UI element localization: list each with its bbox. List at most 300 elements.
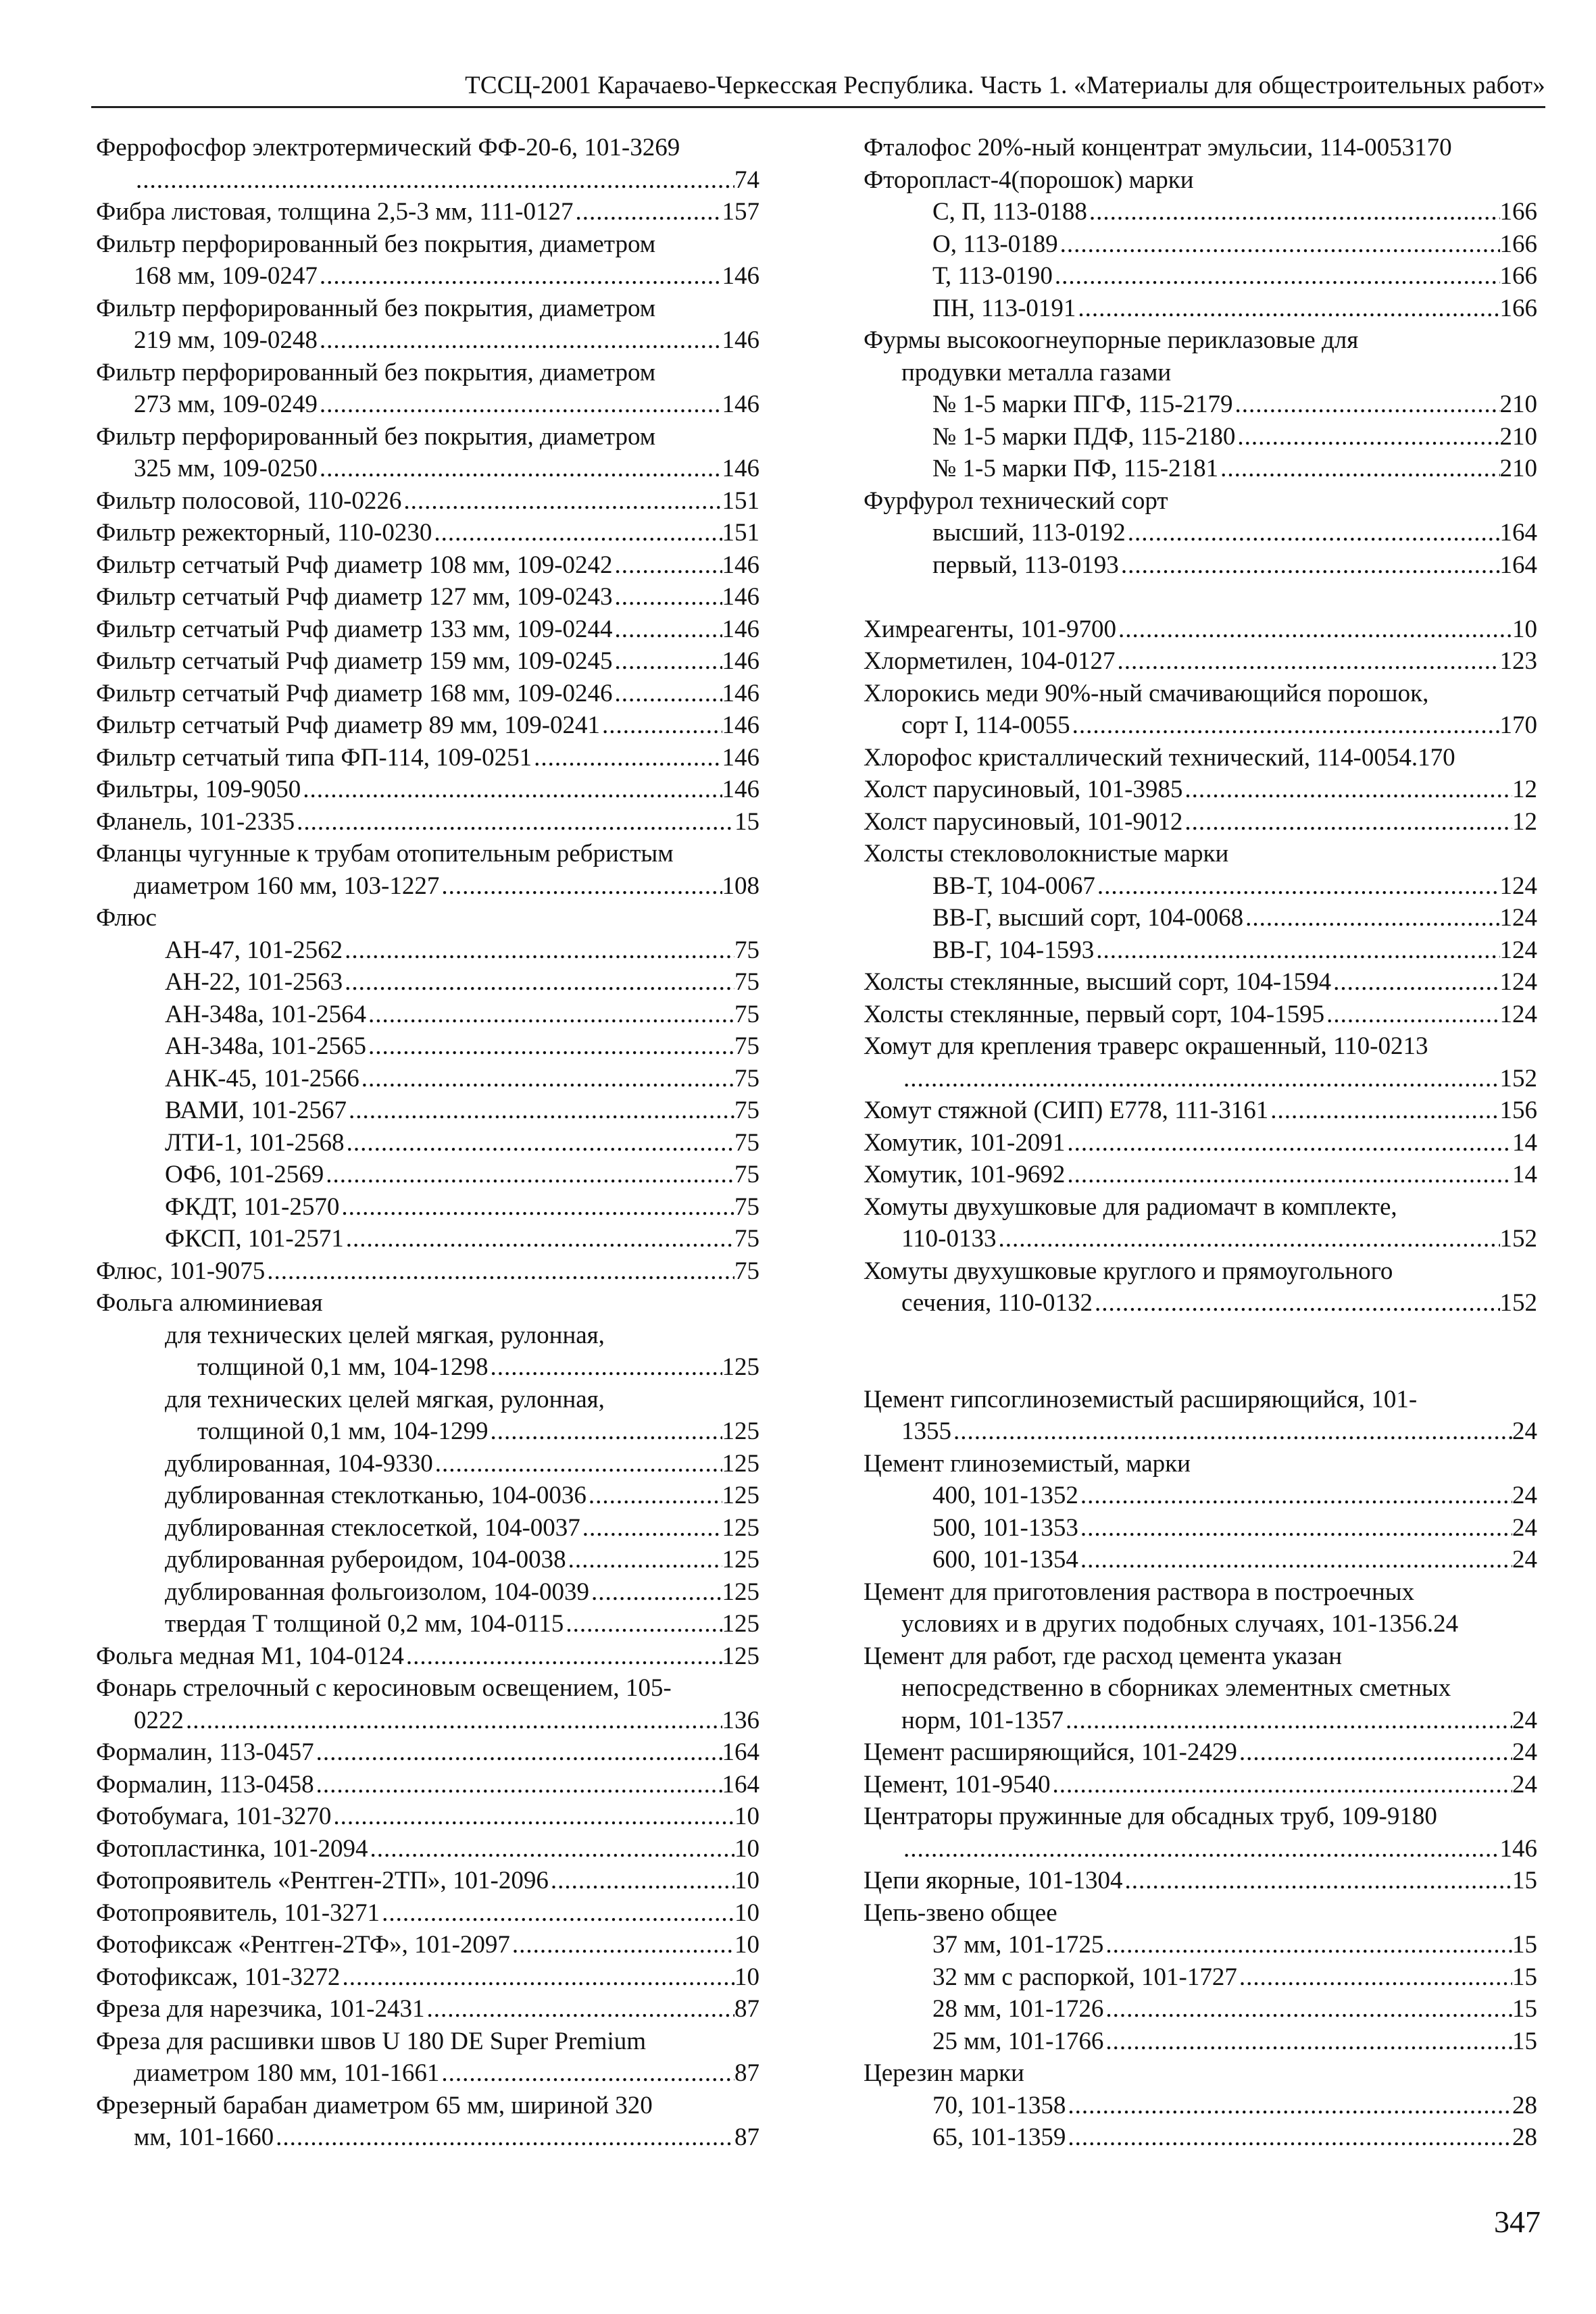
index-entry-text: Фильтр перфорированный без покрытия, диаметром [96,358,656,386]
index-entry-page: 125 [722,1449,759,1478]
index-entry-label: Фотопроявитель «Рентген-2ТП», 101-2096 [96,1867,549,1894]
index-entry-page: 164 [722,1738,759,1766]
page-number: 347 [1494,2205,1541,2239]
index-entry-label: Цемент расширяющийся, 101-2429 [864,1738,1237,1766]
dot-leader [1065,1159,1512,1191]
index-entry-page: 87 [734,1995,759,2023]
index-entry-page: 125 [722,1513,759,1542]
index-entry-page: 124 [1499,904,1537,932]
index-entry [96,1801,759,1833]
index-entry-label: ФКСП, 101-2571 [165,1225,344,1253]
dot-leader [1119,549,1500,582]
dot-leader [1070,709,1500,742]
index-entry-label: Фибра листовая, толщина 2,5-3 мм, 111-0127 [96,198,574,226]
index-entry-text: Фрезерный барабан диаметром 65 мм, шириной 320 [96,2091,653,2119]
dot-leader [1115,645,1499,678]
index-entry-label: 219 мм, 109-0248 [134,326,318,354]
index-entry-page: 170 [1499,711,1537,739]
index-entry [96,1191,759,1224]
dot-leader [1218,453,1499,485]
index-column-right [864,132,1537,2154]
index-entry-label: № 1-5 марки ПФ, 115-2181 [932,455,1219,482]
index-entry-label: № 1-5 марки ПГФ, 115-2179 [932,391,1233,418]
index-entry-page: 164 [1499,519,1537,547]
index-entry [864,1287,1537,1319]
index-entry-page: 15 [1512,1931,1537,1959]
index-entry-page: 75 [734,1192,759,1221]
dot-leader [1235,421,1499,453]
index-entry-label: 273 мм, 109-0249 [134,391,318,418]
index-entry [864,2090,1537,2122]
dot-leader [347,1095,734,1127]
index-entry-text: Феррофосфор электротермический ФФ-20-6, 101-3269 [96,134,680,161]
dot-leader [331,1801,734,1833]
index-entry [96,2121,759,2154]
index-entry-text: Фильтр перфорированный без покрытия, диаметром [96,422,656,451]
dot-leader [549,1865,734,1897]
dot-leader [1078,1544,1512,1576]
dot-leader [274,2121,734,2154]
index-entry-page: 124 [1499,968,1537,996]
index-entry-text: Фталофос 20%-ный концентрат эмульсии, 114-0053170 [864,134,1452,161]
dot-leader [339,1191,734,1224]
index-entry [864,260,1537,293]
index-entry [96,1512,759,1544]
index-entry [96,1223,759,1255]
index-entry-label: 32 мм с распоркой, 101-1727 [932,1963,1237,1991]
index-entry-label: Цемент, 101-9540 [864,1770,1051,1799]
index-entry-label: диаметром 160 мм, 103-1227 [134,872,440,900]
section-gap [864,1351,1537,1384]
index-entry-label: ВВ-Т, 104-0067 [932,872,1095,900]
index-entry-page: 75 [734,1257,759,1285]
index-entry-label: дублированная стеклосеткой, 104-0037 [165,1513,580,1542]
index-entry-text: Фольга алюминиевая [96,1289,323,1317]
index-entry-page: 10 [1512,615,1537,643]
index-entry [864,2121,1537,2154]
index-entry-page: 14 [1512,1161,1537,1188]
index-entry-page: 125 [722,1546,759,1574]
index-entry-page: 124 [1499,872,1537,900]
index-entry-page: 10 [734,1834,759,1863]
index-entry [96,678,759,710]
index-entry [864,966,1537,999]
index-entry-label: Фланель, 101-2335 [96,807,295,836]
index-entry [864,999,1537,1031]
dot-leader [901,1063,1500,1095]
index-entry-label: Цепи якорные, 101-1304 [864,1867,1123,1894]
index-entry [864,1512,1537,1544]
dot-leader [901,1833,1500,1865]
dot-leader [1324,999,1499,1031]
dot-leader [401,485,722,518]
dot-leader [1065,1127,1512,1159]
index-entry [864,613,1537,646]
dot-leader [340,1961,734,1994]
index-entry-label: твердая Т толщиной 0,2 мм, 104-0115 [165,1610,564,1638]
dot-leader [1066,2121,1512,2154]
index-entry-label: АН-22, 101-2563 [165,968,343,996]
index-entry-label: С, П, 113-0188 [932,198,1087,226]
index-entry [864,196,1537,228]
index-entry-page: 87 [734,2123,759,2151]
index-entry [96,613,759,646]
index-entry [96,1897,759,1930]
index-entry [864,1736,1537,1769]
dot-leader [1103,2026,1512,2058]
dot-leader [425,1993,735,2026]
index-entry-text: Цемент для работ, где расход цемента указан [864,1642,1343,1670]
dot-leader [488,1351,722,1384]
index-entry-text: Фреза для расшивки швов U 180 DE Super Premium [96,2027,647,2055]
index-entry-text: Церезин марки [864,2059,1024,2087]
index-entry-page: 24 [1512,1546,1537,1574]
index-entry-text: Цемент глиноземистый, марки [864,1449,1191,1478]
index-entry-page: 75 [734,936,759,964]
index-entry-page: 151 [722,486,759,515]
section-gap [864,581,1537,613]
index-entry-text: Фильтр перфорированный без покрытия, диаметром [96,230,656,258]
index-entry-label: Формалин, 113-0457 [96,1738,314,1766]
index-entry [96,324,759,357]
index-entry-page: 125 [722,1482,759,1509]
index-entry-label: Холст парусиновый, 101-3985 [864,776,1183,803]
index-entry-label: Фильтр сетчатый Рчф диаметр 133 мм, 109-0244 [96,615,613,643]
index-entry-text: Центраторы пружинные для обсадных труб, 109-9180 [864,1803,1437,1830]
index-entry [96,1351,759,1384]
index-entry-label: дублированная, 104-9330 [165,1449,433,1478]
index-entry-label: ВВ-Г, высший сорт, 104-0068 [932,904,1244,932]
index-entry-page: 15 [734,807,759,836]
index-entry [96,1865,759,1897]
index-entry [96,1415,759,1448]
dot-leader [343,934,734,967]
index-entry [864,453,1537,485]
index-entry-page: 156 [1499,1097,1537,1124]
index-entry-label: Фреза для нарезчика, 101-2431 [96,1995,425,2023]
dot-leader [1103,1929,1512,1961]
dot-leader [573,196,722,228]
dot-leader [344,1223,734,1255]
index-entry-label: Холст парусиновый, 101-9012 [864,807,1183,836]
index-entry [864,1095,1537,1127]
index-entry [96,934,759,967]
index-entry-page: 146 [722,391,759,418]
dot-leader [1078,1480,1512,1512]
index-entry [96,1030,759,1063]
index-entry-page: 75 [734,1097,759,1124]
dot-leader [1078,1512,1512,1544]
index-entry [864,806,1537,838]
dot-leader [1051,1769,1513,1801]
index-entry-label: дублированная стеклотканью, 104-0036 [165,1482,587,1509]
index-entry-page: 75 [734,1161,759,1188]
index-entry [864,1993,1537,2026]
index-entry [96,1640,759,1673]
index-entry [864,1769,1537,1801]
index-entry-page: 210 [1499,455,1537,482]
index-entry-page: 146 [722,743,759,772]
dot-leader [613,645,722,678]
index-entry-text: Цемент гипсоглиноземистый расширяющийся, 101- [864,1385,1418,1413]
index-entry-label: ОФ6, 101-2569 [165,1161,324,1188]
dot-leader [1087,196,1500,228]
index-entry-page: 15 [1512,2027,1537,2055]
index-entry [96,1063,759,1095]
index-entry [96,453,759,485]
index-entry-page: 24 [1512,1770,1537,1799]
dot-leader [134,164,734,197]
index-entry-page: 24 [1512,1706,1537,1734]
index-entry [96,1929,759,1961]
index-entry-page: 10 [734,1963,759,1991]
index-entry-page: 146 [722,679,759,707]
dot-leader [318,453,722,485]
index-entry-page: 123 [1499,647,1537,675]
index-entry-page: 125 [722,1642,759,1670]
index-entry [96,517,759,549]
index-entry-label: Фольга медная М1, 104-0124 [96,1642,404,1670]
index-entry-label: ЛТИ-1, 101-2568 [165,1128,345,1157]
index-entry-text: Фторопласт-4(порошок) марки [864,166,1194,194]
dot-leader [566,1544,722,1576]
dot-leader [366,999,734,1031]
dot-leader [1095,870,1500,903]
index-entry-label: Фильтр сетчатый Рчф диаметр 89 мм, 109-0241 [96,711,601,739]
index-entry [96,260,759,293]
index-entry-label: дублированная рубероидом, 104-0038 [165,1546,566,1574]
index-entry-page: 146 [722,711,759,739]
index-entry-label: Хлорметилен, 104-0127 [864,647,1116,675]
dot-leader [1076,293,1499,325]
dot-leader [587,1480,722,1512]
index-entry [96,388,759,421]
index-entry-page: 125 [722,1610,759,1638]
dot-leader [951,1415,1512,1448]
index-entry [864,1415,1537,1448]
index-entry-label: 600, 101-1354 [932,1546,1078,1574]
index-entry-label: 110-0133 [901,1225,997,1253]
index-entry [96,806,759,838]
index-entry-page: 12 [1512,807,1537,836]
dot-leader [1237,1736,1512,1769]
dot-leader [1233,388,1500,421]
dot-leader [1237,1961,1512,1994]
index-entry-page: 146 [722,776,759,803]
index-entry-label: диаметром 180 мм, 101-1661 [134,2059,440,2087]
index-entry [864,774,1537,806]
index-entry-text: Хомут для крепления траверс окрашенный, 110-0213 [864,1032,1428,1060]
index-entry [96,709,759,742]
index-entry-page: 146 [722,615,759,643]
index-entry [864,1480,1537,1512]
dot-leader [318,388,722,421]
index-entry-page: 24 [1512,1738,1537,1766]
index-entry-page: 125 [722,1417,759,1445]
dot-leader [380,1897,734,1930]
index-entry-page: 10 [734,1898,759,1927]
index-entry-label: АН-47, 101-2562 [165,936,343,964]
index-entry-page: 75 [734,1128,759,1157]
index-entry-label: Фотопластинка, 101-2094 [96,1834,368,1863]
index-entry-label: 1355 [901,1417,951,1445]
dot-leader [343,966,734,999]
dot-leader [439,870,722,903]
index-entry-page: 108 [722,872,759,900]
index-entry-page: 164 [1499,551,1537,579]
index-entry-page: 28 [1512,2091,1537,2119]
index-entry [96,1993,759,2026]
index-entry-page: 152 [1499,1289,1537,1317]
index-entry-page: 87 [734,2059,759,2087]
index-entry-label: 500, 101-1353 [932,1513,1078,1542]
index-entry [864,549,1537,582]
index-entry-page: 164 [722,1770,759,1799]
index-entry-label: Фильтр сетчатый типа ФП-114, 109-0251 [96,743,532,772]
dot-leader [318,324,722,357]
index-entry-label: О, 113-0189 [932,230,1058,258]
index-entry [96,645,759,678]
index-entry [864,1833,1537,1865]
index-entry [864,1063,1537,1095]
index-entry-label: 37 мм, 101-1725 [932,1931,1104,1959]
index-entry-label: Фильтр полосовой, 110-0226 [96,486,402,515]
dot-leader [1103,1993,1512,2026]
index-entry-label: Фотофиксаж, 101-3272 [96,1963,341,1991]
index-entry-label: Фильтр сетчатый Рчф диаметр 159 мм, 109-0245 [96,647,613,675]
index-entry [864,1961,1537,1994]
index-entry-page: 146 [722,647,759,675]
index-entry-page: 10 [734,1931,759,1959]
index-entry-label: дублированная фольгоизолом, 104-0039 [165,1578,589,1606]
index-entry-page: 146 [722,551,759,579]
index-entry-label: ПН, 113-0191 [932,294,1076,322]
dot-leader [580,1512,722,1544]
dot-leader [1182,806,1512,838]
dot-leader [996,1223,1499,1255]
index-entry-page: 136 [722,1706,759,1734]
index-entry-text: Фильтр перфорированный без покрытия, диаметром [96,294,656,322]
index-entry-label: Т, 113-0190 [932,262,1053,290]
index-entry-text: Фурфурол технический сорт [864,486,1168,515]
index-entry-text: непосредственно в сборниках элементных сметных [901,1674,1451,1702]
index-entry-page: 75 [734,1225,759,1253]
index-entry-label: сорт I, 114-0055 [901,711,1070,739]
index-entry-page: 166 [1499,262,1537,290]
index-entry-text: продувки металла газами [901,358,1172,386]
index-entry-page: 10 [734,1867,759,1894]
dot-leader [366,1030,734,1063]
index-entry [864,1705,1537,1737]
index-entry-page: 24 [1512,1482,1537,1509]
dot-leader [589,1576,722,1609]
index-entry-label: 70, 101-1358 [932,2091,1066,2119]
dot-leader [314,1736,722,1769]
dot-leader [301,774,722,806]
section-gap [864,1319,1537,1352]
index-entry [864,870,1537,903]
dot-leader [613,613,722,646]
index-entry [96,870,759,903]
index-entry [96,1736,759,1769]
dot-leader [295,806,734,838]
index-entry-label: № 1-5 марки ПДФ, 115-2180 [932,422,1236,451]
index-entry-label: 400, 101-1352 [932,1482,1078,1509]
index-entry-text: для технических целей мягкая, рулонная, [165,1385,605,1413]
index-entry [96,999,759,1031]
index-entry-text: условиях и в других подобных случаях, 101-1356.24 [901,1610,1459,1638]
index-entry-page: 146 [1499,1834,1537,1863]
index-entry-label: Фильтр сетчатый Рчф диаметр 108 мм, 109-0242 [96,551,613,579]
index-entry [864,517,1537,549]
index-entry-label: первый, 113-0193 [932,551,1119,579]
index-entry-page: 74 [734,166,759,194]
dot-leader [1182,774,1512,806]
dot-leader [1058,228,1500,261]
index-entry-label: Фильтры, 109-9050 [96,776,301,803]
dot-leader [532,742,722,774]
index-entry-page: 24 [1512,1417,1537,1445]
index-entry-page: 12 [1512,776,1537,803]
index-entry-page: 146 [722,583,759,611]
index-entry [96,1448,759,1480]
index-entry-page: 146 [722,262,759,290]
index-entry-label: ВВ-Г, 104-1593 [932,936,1095,964]
index-entry-text: Фурмы высокоогнеупорные периклазовые для [864,326,1359,354]
index-entry-page: 166 [1499,198,1537,226]
index-entry-page: 125 [722,1353,759,1381]
dot-leader [404,1640,722,1673]
index-entry [96,1480,759,1512]
dot-leader [184,1705,722,1737]
dot-leader [613,549,722,582]
index-entry [864,388,1537,421]
index-entry [864,934,1537,967]
dot-leader [1093,1287,1500,1319]
index-entry [96,1544,759,1576]
index-entry [96,196,759,228]
dot-leader [368,1833,734,1865]
index-entry-label: АНК-45, 101-2566 [165,1064,359,1092]
dot-leader [613,678,722,710]
index-entry-label: 28 мм, 101-1726 [932,1995,1104,2023]
header-title: ТССЦ-2001 Карачаево-Черкесская Республика. Часть 1. «Материалы для общестроительных работ» [465,72,1545,99]
index-entry-label: 168 мм, 109-0247 [134,262,318,290]
index-entry-label: Фильтр режекторный, 110-0230 [96,519,432,547]
index-entry-label: Формалин, 113-0458 [96,1770,314,1799]
index-entry [96,1095,759,1127]
index-entry-text: для технических целей мягкая, рулонная, [165,1321,605,1349]
index-entry-label: Фотобумага, 101-3270 [96,1803,332,1830]
dot-leader [564,1608,722,1640]
index-entry-text: Хомуты двухушковые для радиомачт в комплекте, [864,1192,1397,1221]
dot-leader [1331,966,1499,999]
index-entry [864,421,1537,453]
dot-leader [1053,260,1500,293]
index-entry-label: Холсты стеклянные, первый сорт, 104-1595 [864,1000,1325,1028]
index-entry-page: 125 [722,1578,759,1606]
dot-leader [324,1159,734,1191]
index-entry-label: ФКДТ, 101-2570 [165,1192,340,1221]
index-entry-label: ВАМИ, 101-2567 [165,1097,347,1124]
index-entry [96,1961,759,1994]
index-entry [864,228,1537,261]
index-entry-page: 15 [1512,1867,1537,1894]
index-entry-page: 124 [1499,1000,1537,1028]
dot-leader [1268,1095,1499,1127]
index-entry-page: 15 [1512,1995,1537,2023]
dot-leader [510,1929,734,1961]
